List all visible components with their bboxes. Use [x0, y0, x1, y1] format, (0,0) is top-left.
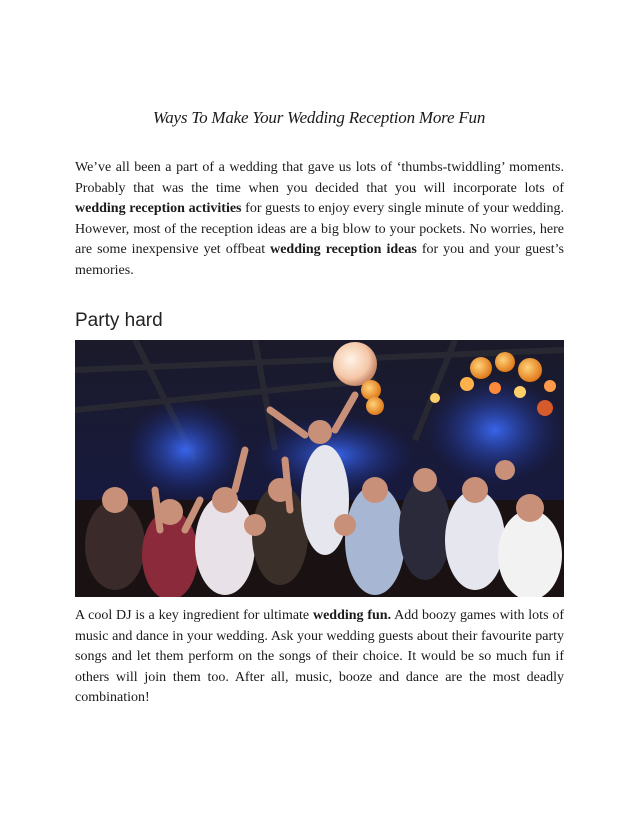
intro-bold-1: wedding reception activities: [75, 201, 242, 217]
body-text-2: Add boozy games with lots of music and dance in your wedding. Ask your wedding guests about their favourite party songs and let them perform on the songs of their choice. It would be so much fun if others will join them too. After all, music, booze and dance are the most deadly combination!: [75, 608, 564, 706]
body-text-1: A cool DJ is a key ingredient for ultimate: [75, 608, 313, 623]
body-paragraph: [75, 606, 564, 709]
body-bold-1: wedding fun.: [312, 608, 392, 623]
party-crowd-photo-icon: [75, 340, 564, 597]
section-heading: Party hard: [75, 310, 163, 331]
intro-text-1: We’ve all been a part of a wedding that gave us lots of ‘thumbs-twiddling’ moments. Probably that was the time when you decided that you will incorporate lots of: [75, 160, 564, 196]
intro-text-3: for you and your guest’s memories.: [75, 242, 564, 278]
page-title: Ways To Make Your Wedding Reception More Fun: [152, 108, 486, 127]
intro-paragraph: [75, 158, 564, 282]
party-photo: [75, 340, 564, 597]
intro-text-2: for guests to enjoy every single minute of your wedding. However, most of the reception ideas are a big blow to your pockets. No worries, here are some inexpensive yet offbeat: [75, 201, 564, 258]
intro-bold-2: wedding reception ideas: [270, 242, 417, 258]
